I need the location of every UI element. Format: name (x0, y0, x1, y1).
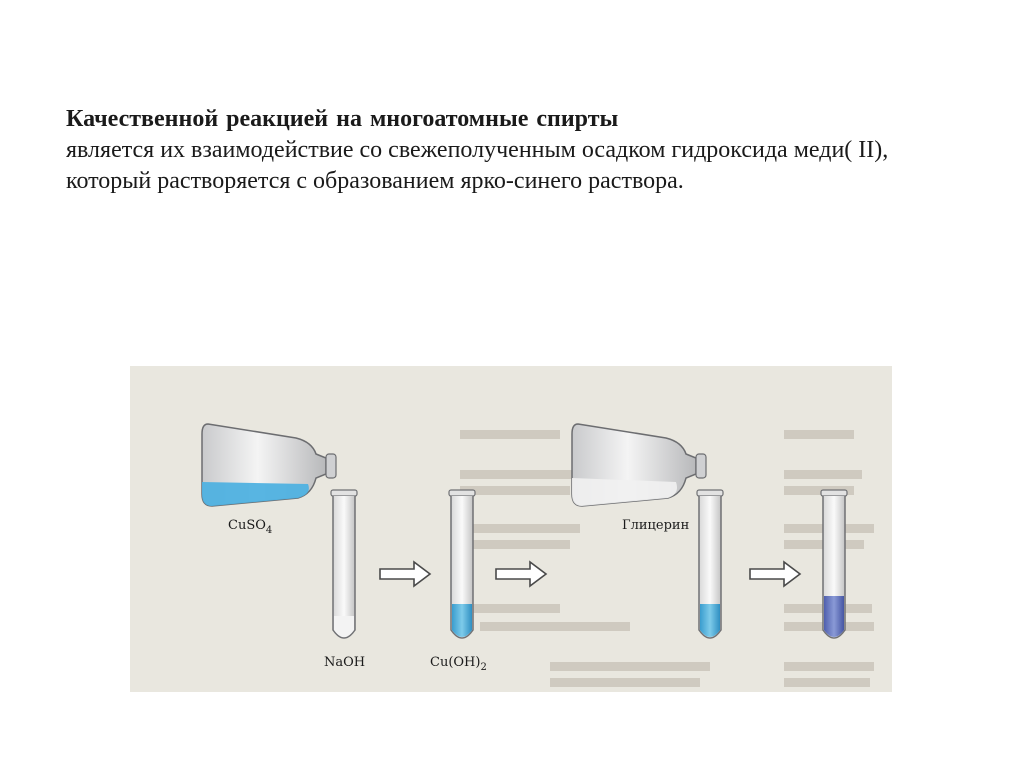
test-tube-icon (331, 490, 357, 638)
slide-body: является их взаимодействие со свежеполученным осадком гидроксида меди( II), который растворяется с образованием ярко-синего раствора. (66, 137, 889, 194)
label-cuoh2: $Cu(OH)_2$ (430, 655, 487, 673)
reaction-illustration (130, 366, 892, 692)
test-tube-icon (697, 490, 723, 638)
test-tube-icon (449, 490, 475, 638)
reaction-figure (130, 366, 892, 692)
slide-heading: Качественной реакцией на многоатомные спирты (66, 106, 619, 132)
test-tube-icon (821, 490, 847, 638)
slide-text (66, 104, 966, 197)
label-cuso4: CuSO$_4$ (228, 518, 273, 536)
label-glycerin: Глицерин (622, 518, 690, 533)
label-naoh: NaOH (324, 655, 366, 670)
